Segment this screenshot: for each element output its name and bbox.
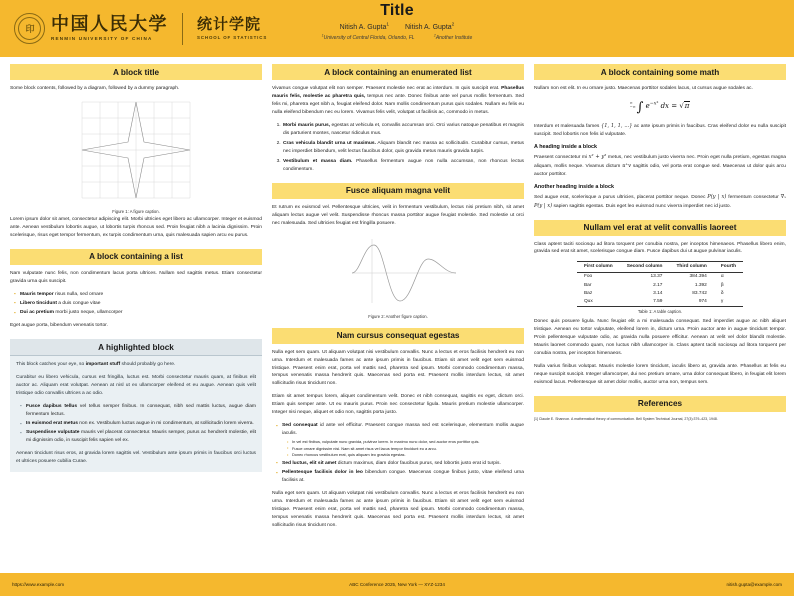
table-cell: 7.59 xyxy=(620,297,670,306)
list-item xyxy=(14,291,262,299)
inline-math: ∇ₓ P(y | x) xyxy=(534,193,787,209)
star-diagram-icon xyxy=(78,98,194,202)
block-paragraph xyxy=(534,153,786,179)
table-column-header: Third column xyxy=(669,262,713,273)
list-item-lead: Cras vehicula blandit urna ut maximus. xyxy=(283,140,376,146)
nested-bullet-list xyxy=(282,439,524,458)
affiliation-entry xyxy=(434,35,472,41)
block-paragraph: Nulla varius finibus volutpat. Mauris molestie lorem tincidunt, iaculis libero at, gravida ante. Phasellus at felis eu neque suscipit suscipit. Integer ullamcorper, dui nec pretium ornare, urna dolor consequat libero, in feugiat elit lorem euismod lacus. Pellentesque sit amet dolor mollis, auctor urna non, tempus sem. xyxy=(534,363,786,385)
inner-heading: Another heading inside a block xyxy=(534,183,614,190)
list-item xyxy=(20,403,256,419)
list-item xyxy=(282,122,524,138)
table-cell: 384.394 xyxy=(689,274,707,280)
block-paragraph xyxy=(534,193,786,211)
para-part-a: Vivamus congue volutpat elit non semper. Praesent molestie nec erat ac interdum. In quis suscipit erat. xyxy=(272,86,502,91)
table-cell: Foo xyxy=(583,274,593,280)
list-item-rest: mauris vel placerat consectetur. Mauris semper, purus ac hendrerit molestie, elit mi dignissim odio, in suscipit felis sapien vel ex. xyxy=(26,430,256,444)
block-paragraph: Nulla eget sem quam. Ut aliquam volutpat nisi vestibulum convallis. Nunc a lectus et eros facilisis hendrerit eu non urna. Interdum et malesuada fames ac ante ipsum primis in faucibus. Etiam sit amet velit eget sem euismod tristique. Praesent enim erat, porta vel mattis sed, pharetra sed ipsum. Morbi commodo condimentum massa, tempus venenatis massa hendrerit quis. Maecenas sed porta est. Praesent mollis interdum lectus, sit amet sollicitudin risus tincidunt non. xyxy=(272,490,524,528)
block-heading: References xyxy=(534,396,786,412)
reference-entry: [1] Claude E. Shannon. A mathematical theory of communication. Bell System Technical Journal, 27(3):379–423, 1948. xyxy=(534,416,718,421)
list-item xyxy=(282,158,524,174)
list-item-lead: Sed consequat xyxy=(282,423,318,429)
block-heading: A highlighted block xyxy=(10,339,262,356)
list-item xyxy=(20,420,256,428)
affiliation-sup: 1 xyxy=(321,33,324,38)
list-item xyxy=(276,422,524,458)
list-item-rest: a duis congue vitae xyxy=(56,300,101,306)
author-sup: 1 xyxy=(386,23,390,28)
highlight-paragraph: Aenean tincidunt risus eros, at gravida lorem sagittis vel. Vestibulum ante ipsum primis in faucibus orci luctus et ultrices posuere cubilia Curae. xyxy=(16,451,256,464)
list-item xyxy=(20,429,256,445)
enumerated-list xyxy=(272,122,524,174)
table-cell: 3.14 xyxy=(653,290,663,296)
list-item-lead: Vestibulum et massa diam. xyxy=(283,159,353,165)
list-item-lead: Sed luctus, elit sit amet xyxy=(282,460,337,466)
list-item-lead: Suspendisse vulputate xyxy=(26,430,80,436)
footer-email[interactable]: nitish.gupta@example.com xyxy=(726,582,783,587)
block-paragraph: Class aptent taciti sociosqu ad litora torquent per conubia nostra, per inceptos himenaeos. Phasellus libero enim, gravida sed erat sit amet, scelerisque congue diam. Fusce dapibus dui ut augue pulvinar iaculis. xyxy=(534,241,786,255)
school-name-cn: 统计学院 xyxy=(197,15,262,34)
column-right xyxy=(534,64,786,431)
inner-heading: A heading inside a block xyxy=(534,143,598,150)
column-middle xyxy=(272,64,524,539)
university-name-block xyxy=(51,13,168,42)
table-row xyxy=(577,272,743,281)
list-item-rest: id ante vel efficitur. Praesent congue massa sed est scelerisque, elementum mollis augue iaculis. xyxy=(282,423,524,436)
integral-limits: ∞ −∞ xyxy=(629,101,636,109)
author-name: Nitish A. Gupta xyxy=(339,24,387,32)
block-paragraph: Nulla eget sem quam. Ut aliquam volutpat nisi vestibulum convallis. Nunc a lectus et eros facilisis hendrerit eu non urna. Interdum et malesuada fames ac ante ipsum primis in faucibus. Etiam sit amet velit eget sem euismod tristique. Praesent enim erat, porta vel mattis sed, pharetra sed ipsum. Morbi commodo condimentum massa, tempus venenatis massa hendrerit quis. Maecenas sed porta est. Praesent mollis interdum lectus, sit amet sollicitudin risus tincidunt non. xyxy=(272,349,524,387)
table-cell: Baz xyxy=(583,290,593,296)
block-fusce-aliquam-magna-velit xyxy=(272,183,524,319)
poster-footer xyxy=(0,573,794,596)
sine-wave-plot-icon xyxy=(330,233,466,307)
para-part-c: sagittis odio, vel porta erat congue sed. Maecenas ut dolor quis arcu auctor porttitor. xyxy=(534,163,786,177)
table-cell: δ xyxy=(720,290,724,296)
list-item-lead: Pellentesque facilisis dolor in leo xyxy=(282,470,363,476)
column-left xyxy=(10,64,262,481)
list-item-rest: Phasellus fermentum augue non nulla accumsan, non rhoncus lectus condimentum. xyxy=(283,159,525,172)
table-row xyxy=(577,281,743,289)
list-item-rest: Aliquam blandit nec massa ac sollicitudin. Curabitur cursus, metus nec imperdiet bibendum, velit lectus faucibus dolor, quis gravida metus mauris gravida turpis. xyxy=(283,140,524,154)
block-a-block-containing-a-list xyxy=(10,249,262,330)
bullet-list xyxy=(10,291,262,318)
inline-math: {1, 1, 1, ...} xyxy=(600,122,633,129)
nested-list-item: • In vel est finibus, vulputate nunc gravida, pulvinar lorem. In maximo nunc dolor, sed auctor eros porttitor quis. xyxy=(287,439,524,445)
bullet-list xyxy=(272,422,524,485)
block-intro-text: Some block contents, followed by a diagram, followed by a dummy paragraph. xyxy=(10,86,180,91)
para-part-a: Praesent consectetur mi xyxy=(534,154,589,160)
block-enumerated-list xyxy=(272,64,524,174)
affiliation-entry xyxy=(322,35,415,41)
block-a-highlighted-block xyxy=(10,339,262,472)
block-heading: A block containing a list xyxy=(10,249,262,265)
author-entry xyxy=(405,24,454,31)
table-header-row xyxy=(577,262,743,273)
list-item-lead: Mauris tempor xyxy=(20,291,54,297)
table-cell: Bar xyxy=(583,282,592,288)
block-paragraph xyxy=(534,122,786,139)
university-name-cn: 中国人民大学 xyxy=(51,13,168,35)
affiliation-text: University of Central Florida, Orlando, FL xyxy=(323,34,415,41)
table-column-header: First column xyxy=(577,262,620,273)
university-name-en: RENMIN UNIVERSITY OF CHINA xyxy=(51,36,153,42)
block-nam-cursus-consequat-egestas xyxy=(272,328,524,530)
list-item-rest: bibendum congue. Maecenas congue finibus justo, vitae eleifend urna facilisis at. xyxy=(282,470,524,484)
list-item-rest: morbi justo neque, ullamcorper xyxy=(53,310,123,316)
list-item-rest: non ex. Vestibulum luctus augue in mi condimentum, at sollicitudin lorem viverra. xyxy=(77,421,254,427)
para-part-a: Interdum et malesuada fames xyxy=(534,123,601,129)
bullet-list xyxy=(16,403,256,445)
lead-pre: This block catches your eye, so xyxy=(16,362,86,368)
table-cell: 1.392 xyxy=(694,282,707,288)
table-cell: 13.37 xyxy=(650,274,663,280)
figure-2 xyxy=(272,233,524,319)
block-paragraph: Lorem ipsum dolor sit amet, consectetur adipiscing elit. Morbi ultricies eget libero ac ullamcorper. Integer et euismod ante. Aenean vestibulum lobortis augue, ut lobortis turpis rhoncus sed. Proin feugiat nibh a lacinia dignissim. Proin scelerisque, risus eget tempor fermentum, ex turpis condimentum urna, quis malesuada sapien arcu eu purus. xyxy=(10,216,262,238)
block-heading: A block containing some math xyxy=(534,64,786,80)
school-name-block xyxy=(197,17,267,40)
block-intro-text: Nam vulputate nunc felis, non condimentum lacus porta ultrices. Nullam sed sagittis metus. Etiam consectetur gravida urna quis suscipit. xyxy=(10,270,262,284)
list-item xyxy=(276,469,524,485)
list-item-lead: Fusce dapibus tellus xyxy=(26,403,78,409)
para-part-c: tempus nec ante. Donec finibus ante vel purus mollis fermentum. Sed felis mi, pharetra eget nibh a, feugiat eleifend dolor. Nam mollis condimentum purus quis sodales. Nullam eu felis eu nulla eleifend bibendum nec eu lorem. Vivamus felis velit, volutpat ut facilisis ac, commodo in metus. xyxy=(272,93,524,115)
affiliation-sup: 2 xyxy=(433,33,436,38)
table-column-header: Second column xyxy=(620,262,670,273)
para-part-b: fermentum consectetur xyxy=(726,194,781,200)
table-row xyxy=(577,297,743,306)
table-cell: γ xyxy=(714,297,743,306)
table-cell: 83.742 xyxy=(692,290,707,296)
nested-list-item: • Fusce ornare dignissim nisi. Nam sit amet risus vel lacus tempor tincidunt eu a arcu. xyxy=(287,446,524,452)
figure-1 xyxy=(10,98,262,214)
block-paragraph: Donec quis posuere ligula. Nunc feugiat elit a mi malesuada consequat. Sed imperdiet augue ac nibh aliquet tristique. Aenean eu tortor vulputate, eleifend lorem in, dictum urna. Proin auctor ante in augue tincidunt tempor. Proin pellentesque vulputate odio, ac gravida nulla posuere efficitur. Aenean at velit vel dolor blandit molestie. Mauris laoreet commodo quam, non luctus nibh ullamcorper in. Class aptent taciti sociosqu ad litora torquent per conubia nostra, per inceptos himenaeos. xyxy=(534,319,786,356)
block-some-math xyxy=(534,64,786,211)
figure-caption: Figure 2: Another figure caption. xyxy=(368,313,428,319)
para-part-c: sapien sagittis egestas. Duis eget leo euismod nunc viverra imperdiet nec id justo. xyxy=(552,203,731,209)
lead-emphasis: important stuff xyxy=(85,362,121,368)
table-row xyxy=(577,289,743,297)
block-references xyxy=(534,396,786,422)
nested-list-item: • Donec rhoncus vestibulum erat, quis aliquam leo gravida egestas. xyxy=(287,452,524,458)
school-name-en: SCHOOL OF STATISTICS xyxy=(197,34,268,40)
block-heading: A block title xyxy=(10,64,262,80)
highlighted-content xyxy=(10,356,262,472)
university-logo xyxy=(14,13,267,45)
table-cell: Qux xyxy=(577,297,620,306)
list-item-lead: In euismod erat metus xyxy=(26,421,78,427)
inline-math: x² + y² xyxy=(588,153,607,160)
table-cell: 974 xyxy=(669,297,713,306)
block-paragraph xyxy=(272,85,524,117)
para-emphasis: Phasellus mauris felis, molestie ac pharetra quis, xyxy=(272,86,524,99)
list-item-rest: egestas at vehicula et, convallis accumsan orci. Orci varius natoque penatibus et magnis dis parturient montes, nascetur ridiculus mus. xyxy=(283,122,524,136)
list-item xyxy=(276,460,524,468)
list-item-rest: dictum maximus, diam dolor faucibus purus, sed lobortis justo erat id turpis. xyxy=(336,460,501,466)
display-equation: ∞ −∞∫ $e^{-x^2}$ dx = √π xyxy=(629,99,690,115)
block-heading: Fusce aliquam magna velit xyxy=(272,183,524,199)
table-cell: 2.17 xyxy=(653,282,663,288)
para-part-a: Sed augue erat, scelerisque a purus ultricies, placerat porttitor neque. Donec xyxy=(534,194,708,200)
list-item-lead: Morbi mauris purus, xyxy=(283,122,331,128)
author-sup: 2 xyxy=(451,23,455,28)
figure-caption: Figure 1: A figure caption. xyxy=(112,208,160,214)
seal-inner-glyph: 印 xyxy=(18,17,41,40)
author-entry xyxy=(340,24,389,31)
poster-header xyxy=(0,0,794,57)
lead-post: should probably go here. xyxy=(120,362,176,368)
list-item xyxy=(14,309,262,317)
block-a-block-title xyxy=(10,64,262,240)
author-name: Nitish A. Gupta xyxy=(404,24,452,32)
table-cell: α xyxy=(720,274,724,280)
logo-divider xyxy=(182,13,183,45)
block-heading: Nam cursus consequat egestas xyxy=(272,328,524,344)
highlight-lead-text xyxy=(16,361,256,369)
footer-conference-info: ABC Conference 2025, New York — XYZ-1234 xyxy=(349,582,445,587)
block-paragraph: Nullam non est elit. In eu ornare justo. Maecenas porttitor sodales lacus, ut cursus augue sodales ac. xyxy=(534,86,753,91)
list-item-rest: vel tellus semper finibus. In consequat, nibh sed mattis luctus, augue diam fermentum lectus. xyxy=(26,403,257,417)
inline-math: P(y | x) xyxy=(707,193,727,200)
poster-body xyxy=(0,57,794,573)
para-part-b: metus, nec vestibulum justo viverra nec. Proin eget nulla pretium, egestas magna aliquam, mollis neque. Vivamus dictum xyxy=(534,154,787,169)
page-title: Title xyxy=(380,2,414,19)
highlight-paragraph: Curabitur eu libero vehicula, cursus est fringilla, luctus est. Morbi consectetur mauris quam, at finibus elit auctor ac. Aliquam erat volutpat. Aenean at nisl ut ex ullamcorper eleifend et eu augue. Aenean quis velit tristique odio convallis ultrices a ac odio. xyxy=(16,375,256,396)
inline-math: u⁺v xyxy=(622,162,632,169)
list-item xyxy=(14,300,262,308)
university-seal-icon xyxy=(14,13,45,44)
list-item xyxy=(282,140,524,156)
list-item-rest: risus nulla, sed ornare xyxy=(53,291,104,297)
affiliation-text: Another Institute xyxy=(435,34,473,41)
block-heading: A block containing an enumerated list xyxy=(272,64,524,80)
block-paragraph: Etiam sit amet tempus lorem, aliquet condimentum velit. Donec et nibh consequat, sagittis ex eget, dictum orci. Etiam quis semper ante. Ut eu mauris purus. Proin nec consectetur ligula. Mauris pretium molestie ullamcorper. Integer nisi neque, aliquet et odio non, sagittis porta justo. xyxy=(272,394,524,416)
integral-symbol: ∫ xyxy=(636,99,644,115)
data-table xyxy=(577,261,743,306)
list-item-lead: Libero tincidunt xyxy=(20,300,57,306)
table-caption: Table 1: A table caption. xyxy=(637,309,683,315)
list-item-lead: Dui ac pretium xyxy=(20,310,54,316)
block-outro-text: Eget augue porta, bibendum venenatis tortor. xyxy=(10,323,108,329)
block-paragraph: Et rutrum ex euismod vel. Pellentesque ultricies, velit in fermentum vestibulum, lectus nisi pretium nibh, sit amet aliquam lectus augue vel velit. Suspendisse rhoncus massa porttitor augue feugiat molestie. Sed molestie ut orci nec malesuada. Sed ultricies feugiat est fringilla posuere. xyxy=(272,204,524,226)
table-column-header: Fourth xyxy=(714,262,743,273)
block-nullam-vel-erat xyxy=(534,220,786,387)
footer-url[interactable]: https://www.example.com xyxy=(12,582,65,587)
para-part-b: ac ante ipsum primis in faucibus. Cras eleifend dolor eu nulla suscipit suscipit. Sed lobortis non felis id vulputate. xyxy=(534,123,786,137)
block-heading: Nullam vel erat at velit convallis laoreet xyxy=(534,220,786,236)
table-cell: β xyxy=(720,282,724,288)
